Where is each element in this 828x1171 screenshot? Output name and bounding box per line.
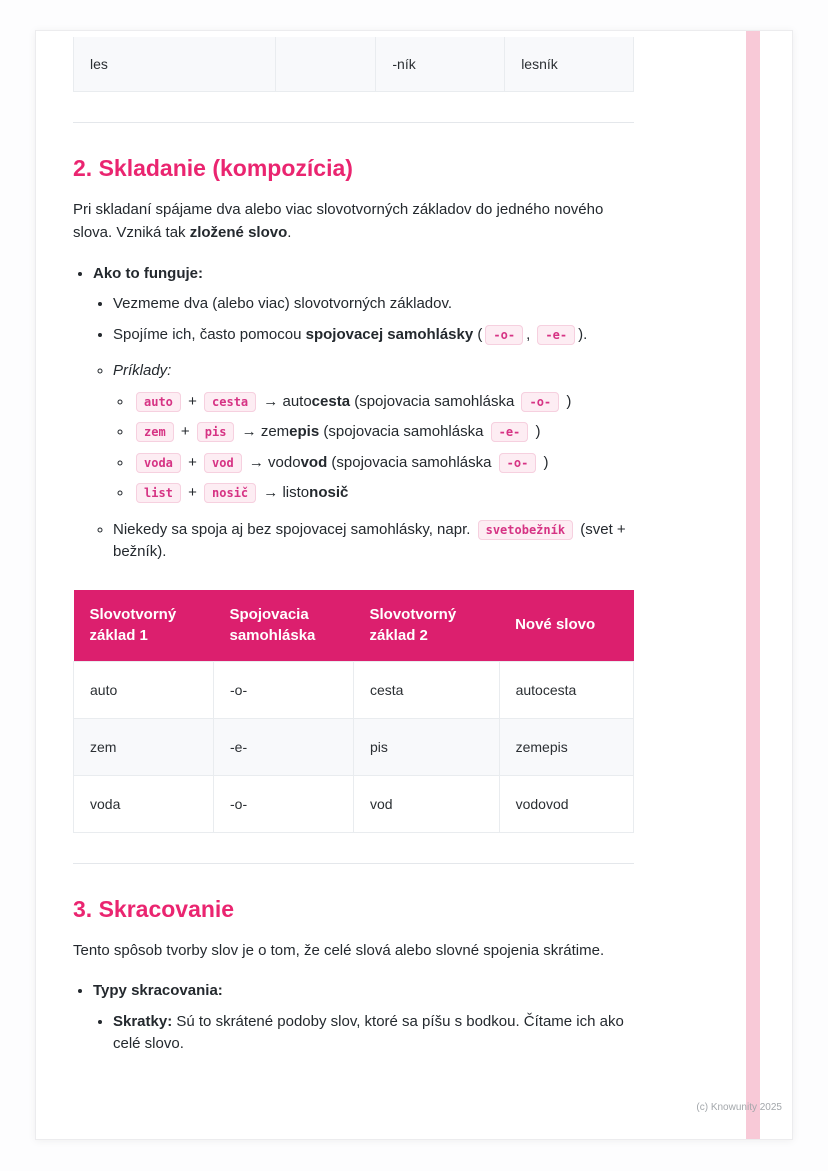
table-cell: autocesta — [499, 662, 633, 719]
code-chip: -e- — [537, 325, 575, 345]
list-item: • Skratky: Sú to skrátené podoby slov, ktoré sa píšu s bodkou. Čítame ich ako celé slovo. — [113, 1011, 634, 1056]
types-sublist — [93, 1011, 634, 1056]
section2-intro: Pri skladaní spájame dva alebo viac slovotvorných základov do jedného nového slova. Vzniká tak zložené slovo. — [73, 201, 604, 242]
page-edge-stripe — [746, 31, 760, 1139]
section3-heading: 3. Skracovanie — [73, 896, 235, 922]
code-chip: nosič — [204, 483, 256, 503]
list-item-types — [93, 980, 634, 1056]
code-chip: -o- — [521, 392, 559, 412]
code-chip: svetobežník — [478, 520, 573, 540]
previous-section-table — [73, 37, 634, 92]
table-header-cell: Slovotvorný základ 2 — [354, 590, 500, 662]
table-cell: pis — [354, 719, 500, 776]
table-cell: zemepis — [499, 719, 633, 776]
code-chip: auto — [136, 392, 181, 412]
table-cell: -e- — [214, 719, 354, 776]
list-item-label: Ako to funguje: — [93, 264, 203, 282]
code-chip: -e- — [491, 422, 529, 442]
table-cell: lesník — [505, 37, 634, 92]
table-cell — [275, 37, 376, 92]
document-page — [35, 30, 793, 1140]
table-cell: -o- — [214, 776, 354, 833]
code-chip: pis — [197, 422, 235, 442]
composition-list — [73, 263, 634, 564]
code-chip: -o- — [499, 453, 537, 473]
example-item: ◦ auto + cesta → autocesta (spojovacia samohláska -o- ) — [133, 391, 634, 414]
section-divider — [73, 122, 634, 123]
list-item-examples — [113, 360, 634, 505]
example-item: ◦ zem + pis → zemepis (spojovacia samohláska -e- ) — [133, 421, 634, 444]
table-cell: -ník — [376, 37, 505, 92]
table-row — [74, 37, 634, 92]
examples-list — [113, 391, 634, 505]
abbreviation-list — [73, 980, 634, 1056]
table-cell: vodovod — [499, 776, 633, 833]
composition-table — [73, 590, 634, 834]
code-chip: cesta — [204, 392, 256, 412]
list-item-label: Typy skracovania: — [93, 982, 223, 1000]
table-cell: voda — [74, 776, 214, 833]
list-item: • Vezmeme dva (alebo viac) slovotvorných základov. — [113, 293, 634, 316]
watermark: (c) Knowunity 2025 — [696, 1102, 782, 1113]
code-chip: zem — [136, 422, 174, 442]
code-chip: vod — [204, 453, 242, 473]
table-cell: -o- — [214, 662, 354, 719]
example-item: ◦ list + nosič → listonosič — [133, 482, 634, 505]
table-cell: auto — [74, 662, 214, 719]
list-item-how-it-works — [93, 263, 634, 564]
table-header-cell: Spojovacia samohláska — [214, 590, 354, 662]
section-divider — [73, 863, 634, 864]
table-header-cell: Nové slovo — [499, 590, 633, 662]
code-chip: voda — [136, 453, 181, 473]
list-item: • Spojíme ich, často pomocou spojovacej samohlásky ( -o- , -e- ). — [113, 324, 634, 347]
table-row — [74, 719, 634, 776]
table-header-row — [74, 590, 634, 662]
table-cell: vod — [354, 776, 500, 833]
section2-heading: 2. Skladanie (kompozícia) — [73, 155, 353, 181]
section3-intro: Tento spôsob tvorby slov je o tom, že celé slová alebo slovné spojenia skrátime. — [73, 942, 605, 959]
table-cell: les — [74, 37, 276, 92]
table-row — [74, 662, 634, 719]
table-cell: zem — [74, 719, 214, 776]
code-chip: list — [136, 483, 181, 503]
list-item-note: ◦ Niekedy sa spoja aj bez spojovacej samohlásky, napr. svetobežník (svet + bežník). — [113, 519, 634, 564]
example-item: ◦ voda + vod → vodovod (spojovacia samohláska -o- ) — [133, 452, 634, 475]
code-chip: -o- — [485, 325, 523, 345]
table-cell: cesta — [354, 662, 500, 719]
page-content — [73, 37, 634, 1056]
how-it-works-sublist — [93, 293, 634, 564]
table-header — [74, 590, 634, 662]
table-row — [74, 776, 634, 833]
table-header-cell: Slovotvorný základ 1 — [74, 590, 214, 662]
examples-title: Príklady: — [113, 362, 172, 379]
